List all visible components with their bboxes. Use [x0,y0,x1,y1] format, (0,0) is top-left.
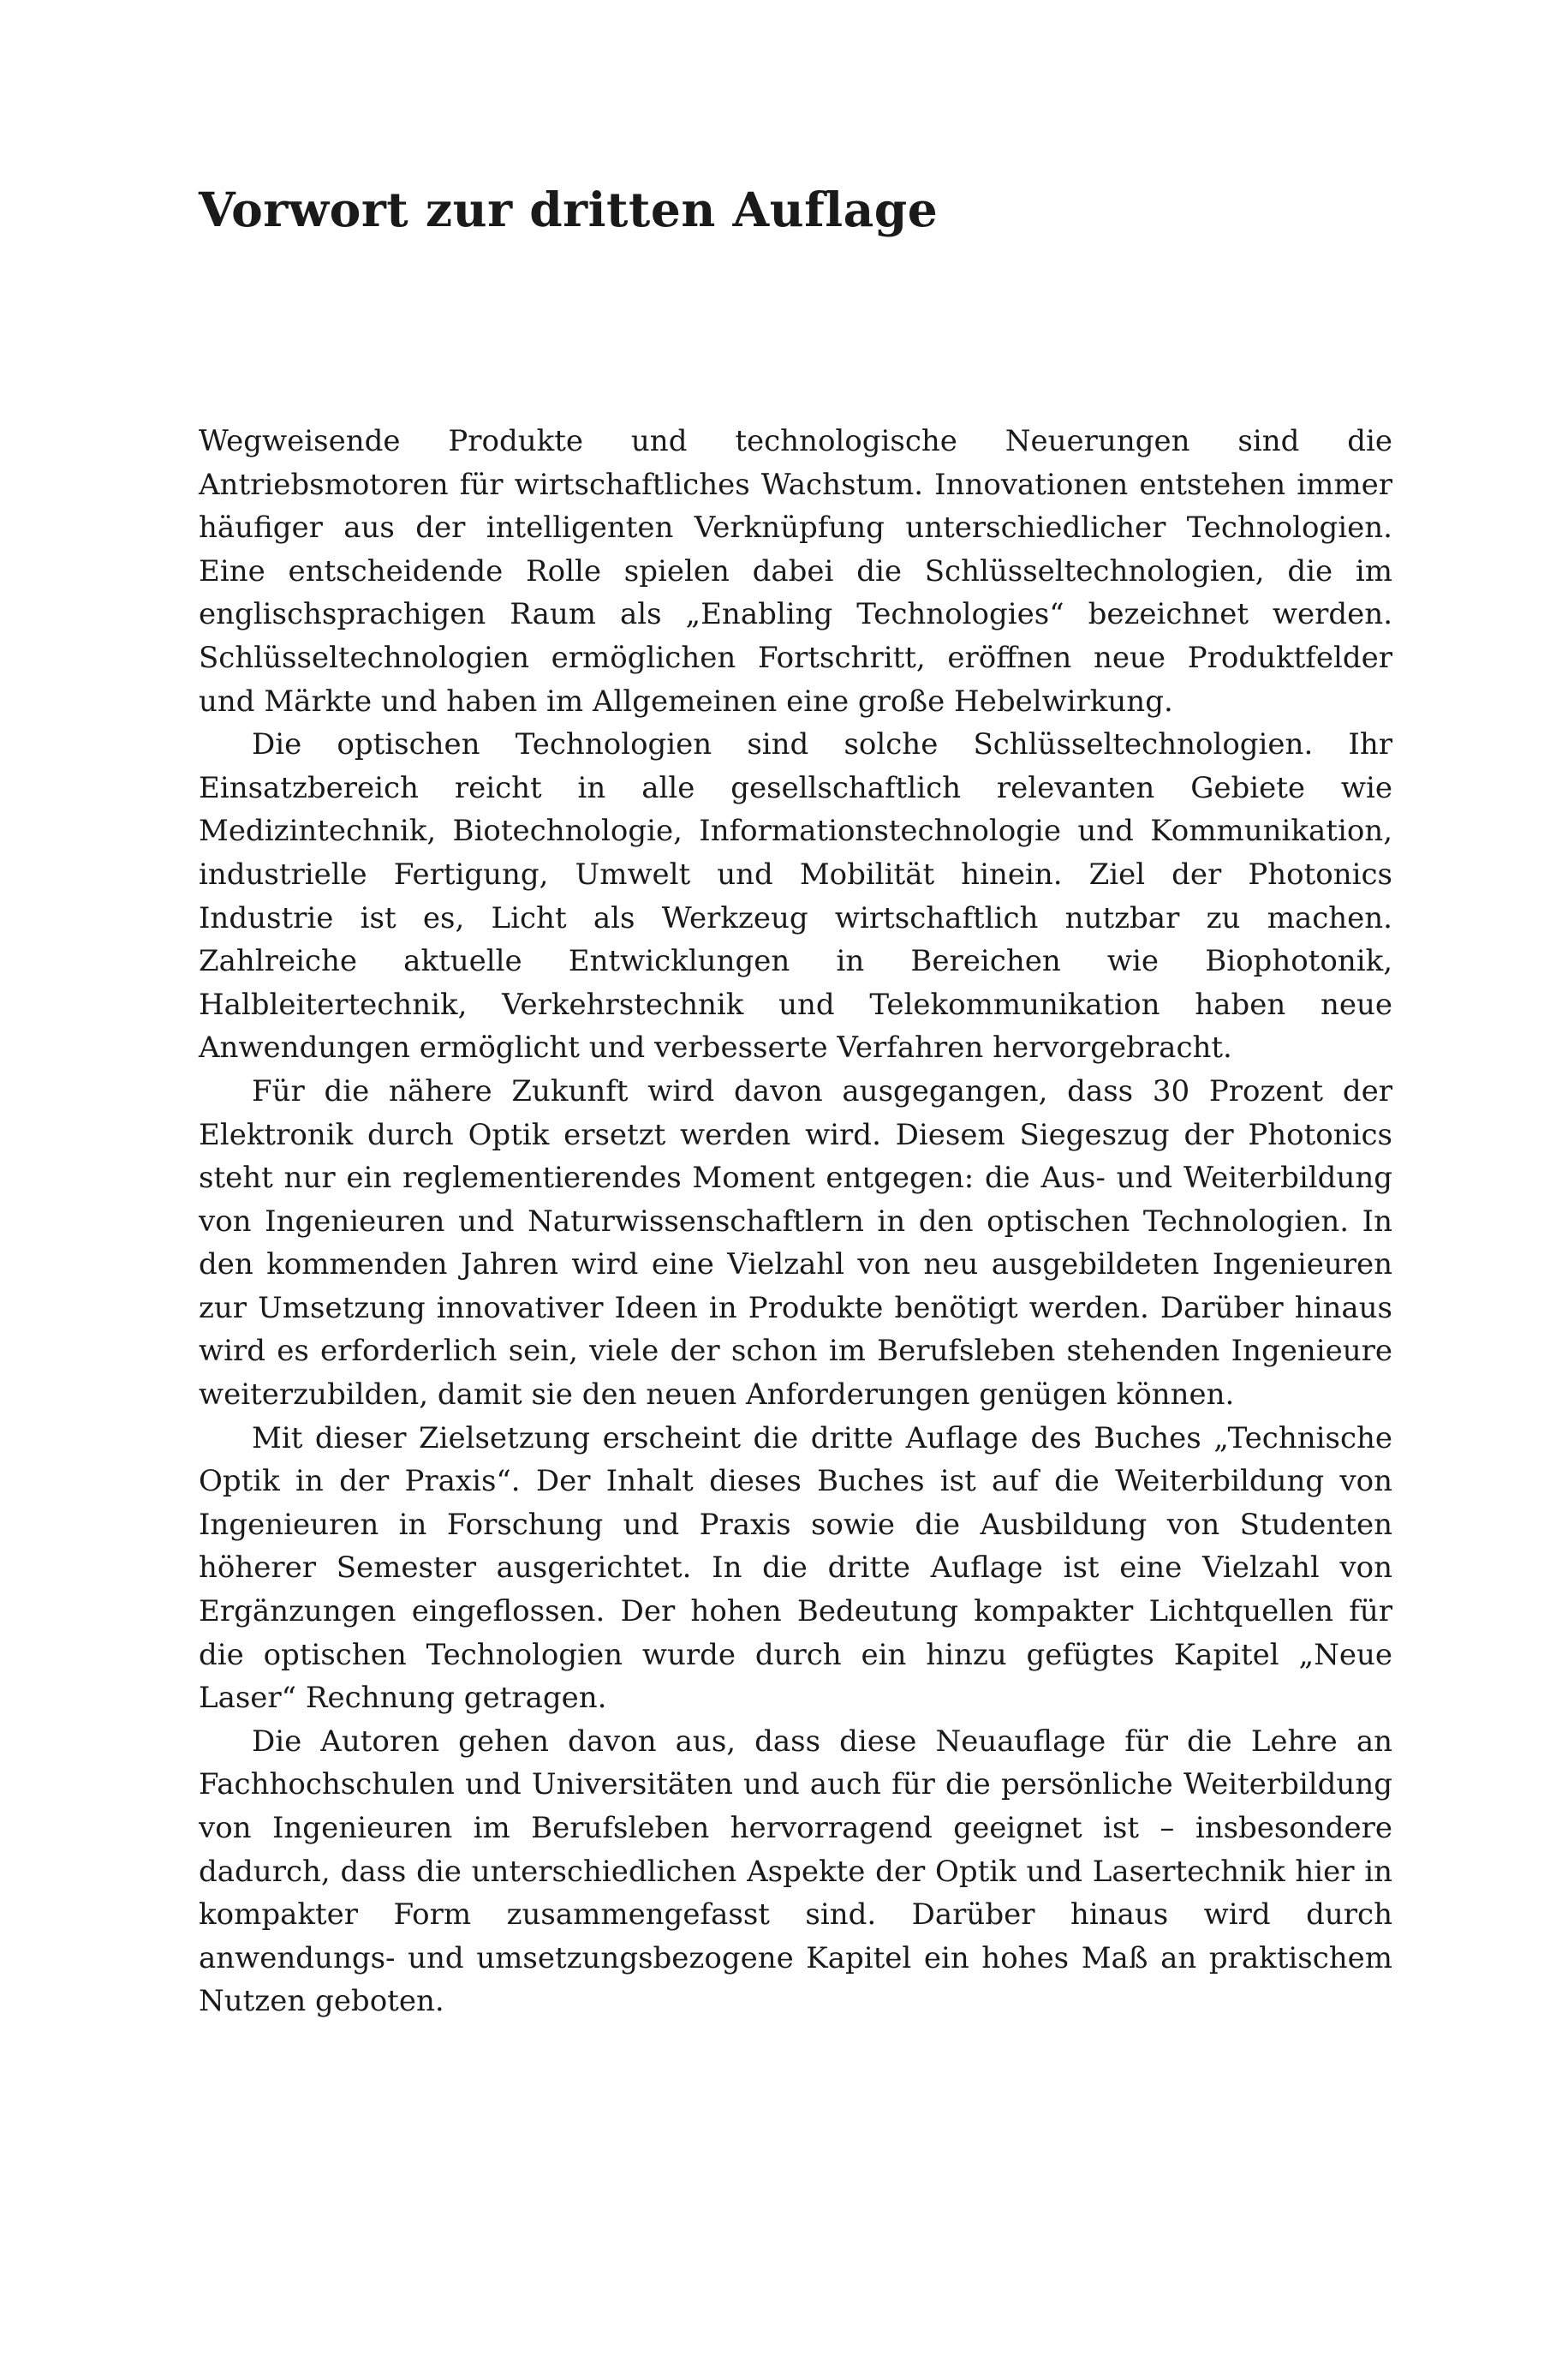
paragraph-4: Mit dieser Zielsetzung erscheint die dritte Auflage des Buches „Technische Optik in der Praxis“. Der Inhalt dieses Buches ist auf die Weiterbildung von Ingenieuren in Forschung und Praxis sowie die Ausbildung von Studenten höherer Semester ausgerichtet. In die dritte Auflage ist eine Vielzahl von Ergänzungen eingeflossen. Der hohen Bedeutung kompakter Lichtquellen für die optischen Technologien wurde durch ein hinzu gefügtes Kapitel „Neue Laser“ Rechnung getragen. [199,1420,1392,1716]
paragraph-1: Wegweisende Produkte und technologische Neuerungen sind die Antriebsmotoren für wirtschaftliches Wachstum. Innovationen entstehen immer häufiger aus der intelligenten Verknüpfung unterschiedlicher Technologien. Eine entscheidende Rolle spielen dabei die Schlüsseltechnologien, die im englischsprachigen Raum als „Enabling Technologies“ bezeichnet werden. Schlüsseltechnologien ermöglichen Fortschritt, eröffnen neue Produktfelder und Märkte und haben im Allgemeinen eine große Hebelwirkung. [199,424,1392,719]
paragraph-5: Die Autoren gehen davon aus, dass diese Neuauflage für die Lehre an Fachhochschulen und Universitäten und auch für die persönliche Weiterbildung von Ingenieuren im Berufsleben hervorragend geeignet ist – insbesondere dadurch, dass die unterschiedlichen Aspekte der Optik und Lasertechnik hier in kompakter Form zusammengefasst sind. Darüber hinaus wird durch anwendungs- und umsetzungsbezogene Kapitel ein hohes Maß an praktischem Nutzen geboten. [199,1724,1392,2019]
page-title: Vorwort zur dritten Auflage [199,182,939,237]
paragraph-3: Für die nähere Zukunft wird davon ausgegangen, dass 30 Prozent der Elektronik durch Optik ersetzt werden wird. Diesem Siegeszug der Photonics steht nur ein reglementierendes Moment entgegen: die Aus- und Weiterbildung von Ingenieuren und Naturwissenschaftlern in den optischen Technologien. In den kommenden Jahren wird eine Vielzahl von neu ausgebildeten Ingenieuren zur Umsetzung innovativer Ideen in Produkte benötigt werden. Darüber hinaus wird es erforderlich sein, viele der schon im Berufsleben stehenden Ingenieure weiterzubilden, damit sie den neuen Anforderungen genügen können. [199,1073,1392,1413]
document-page [199,0,1392,2378]
document-body [199,420,1392,2023]
paragraph-2: Die optischen Technologien sind solche Schlüsseltechnologien. Ihr Einsatzbereich reicht in alle gesellschaftlich relevanten Gebiete wie Medizintechnik, Biotechnologie, Informationstechnologie und Kommunikation, industrielle Fertigung, Umwelt und Mobilität hinein. Ziel der Photonics Industrie ist es, Licht als Werkzeug wirtschaftlich nutzbar zu machen. Zahlreiche aktuelle Entwicklungen in Bereichen wie Biophotonik, Halbleitertechnik, Verkehrstechnik und Telekommunikation haben neue Anwendungen ermöglicht und verbesserte Verfahren hervorgebracht. [199,727,1392,1066]
